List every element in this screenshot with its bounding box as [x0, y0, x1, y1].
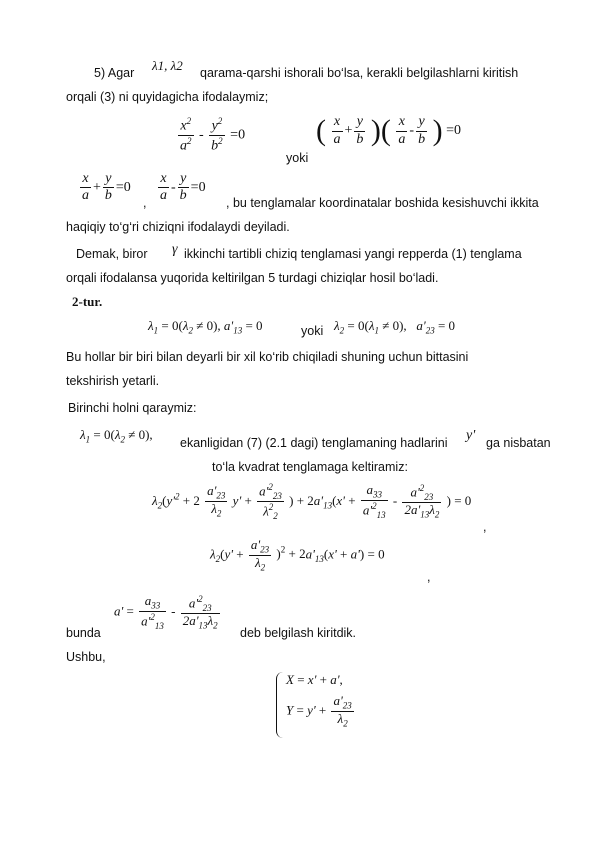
p2b-text: haqiqiy to‘g‘ri chiziqni ifodalaydi deyiladi.	[66, 220, 290, 234]
equation-line-1: $\frac{x}{a}$ + $\frac{y}{b}$ =0	[82, 171, 131, 204]
y-prime-var: y'	[466, 428, 476, 443]
equation-factored: ( $\frac{x}{a}$ + $\frac{y}{b}$ )( $\frac{x}{a}$ - $\frac{y}{b}$ ) =0	[316, 114, 461, 147]
equation-hyperbola-pair: $\frac{x^2}{a^2}$ - $\frac{y^2}{b^2}$ =0	[180, 116, 246, 154]
definition-a-prime: a' = $\frac{a_{33}}{a'^2_{13}}$ - $\frac{a'^2_{23}}{2a'_{13}\lambda_2}$	[114, 593, 218, 631]
p5-text: Birinchi holni qaraymiz:	[68, 401, 197, 415]
system-eq-x: X = x' + a',	[286, 672, 343, 687]
yoki-label-2: yoki	[301, 324, 324, 338]
p6-suffix: ga nisbatan	[486, 436, 551, 450]
equation-line-2: $\frac{x}{a}$ - $\frac{y}{b}$ =0	[160, 171, 206, 204]
p3-prefix: Demak, biror	[76, 247, 148, 261]
p1-text: qarama-qarshi ishorali bo‘lsa, kerakli belgilashlarni kiritish	[200, 66, 519, 80]
system-eq-y: Y = y' + $\frac{a'_{23}}{\lambda_2}$	[286, 693, 352, 729]
p3b-text: orqali ifodalansa yuqorida keltirilgan 5 turdagi chiziqlar hosil bo‘ladi.	[66, 271, 439, 285]
section-heading: 2-tur.	[72, 294, 103, 309]
p4b-text: tekshirish yetarli.	[66, 374, 160, 388]
p1b-text: orqali (3) ni quyidagicha ifodalaymiz;	[66, 90, 269, 104]
bunda-text: deb belgilash kiritdik.	[240, 626, 357, 640]
comma: ,	[143, 196, 147, 210]
equation-square-1: $\lambda_2(y'^2 + 2$ $\frac{a'_{23}}{\lambda_2}$ y' + $\frac{a'^2_{23}}{\lambda^2_2}$ ) + $2a'_{13}(x'$ + $\frac{a_{33}}{a'^2_{13}}$ - $\frac{a'^2_{23}}{2a'_{13}\lambda_2}$ ) = 0	[152, 482, 472, 522]
equation-case-a: $\lambda_1 = 0(\lambda_2 \ne 0)$, $a'_{13} = 0$	[148, 318, 263, 336]
equation-case-b: $\lambda_2 = 0(\lambda_1 \ne 0)$, $a'_{23} = 0$	[334, 318, 456, 336]
lambda-pair: λ1, λ2	[152, 58, 183, 73]
system-brace	[276, 672, 283, 738]
bunda-label: bunda	[66, 626, 101, 640]
ushbu-text: Ushbu,	[66, 650, 106, 664]
equation-square-2: $\lambda_2(y'$ + $\frac{a'_{23}}{\lambda_2}$ )$^2 + 2a'_{13}(x' + a') = 0$	[210, 537, 385, 573]
comma-eq1: ,	[483, 520, 487, 534]
p2-text: , bu tenglamalar koordinatalar boshida kesishuvchi ikkita	[226, 196, 539, 210]
gamma-symbol: γ	[172, 242, 178, 257]
p6-text: ekanligidan (7) (2.1 dagi) tenglamaning hadlarini	[180, 436, 448, 450]
p3-text: ikkinchi tartibli chiziq tenglamasi yangi repperda (1) tenglama	[184, 247, 522, 261]
p4-text: Bu hollar bir biri bilan deyarli bir xil ko‘rib chiqiladi shuning uchun bittasini	[66, 350, 469, 364]
p1-prefix: 5) Agar	[94, 66, 135, 80]
p6b-text: to‘la kvadrat tenglamaga keltiramiz:	[212, 460, 408, 474]
yoki-label: yoki	[286, 151, 309, 165]
condition-equation: $\lambda_1 = 0(\lambda_2 \ne 0)$,	[80, 427, 153, 445]
comma-eq2: ,	[427, 570, 431, 584]
